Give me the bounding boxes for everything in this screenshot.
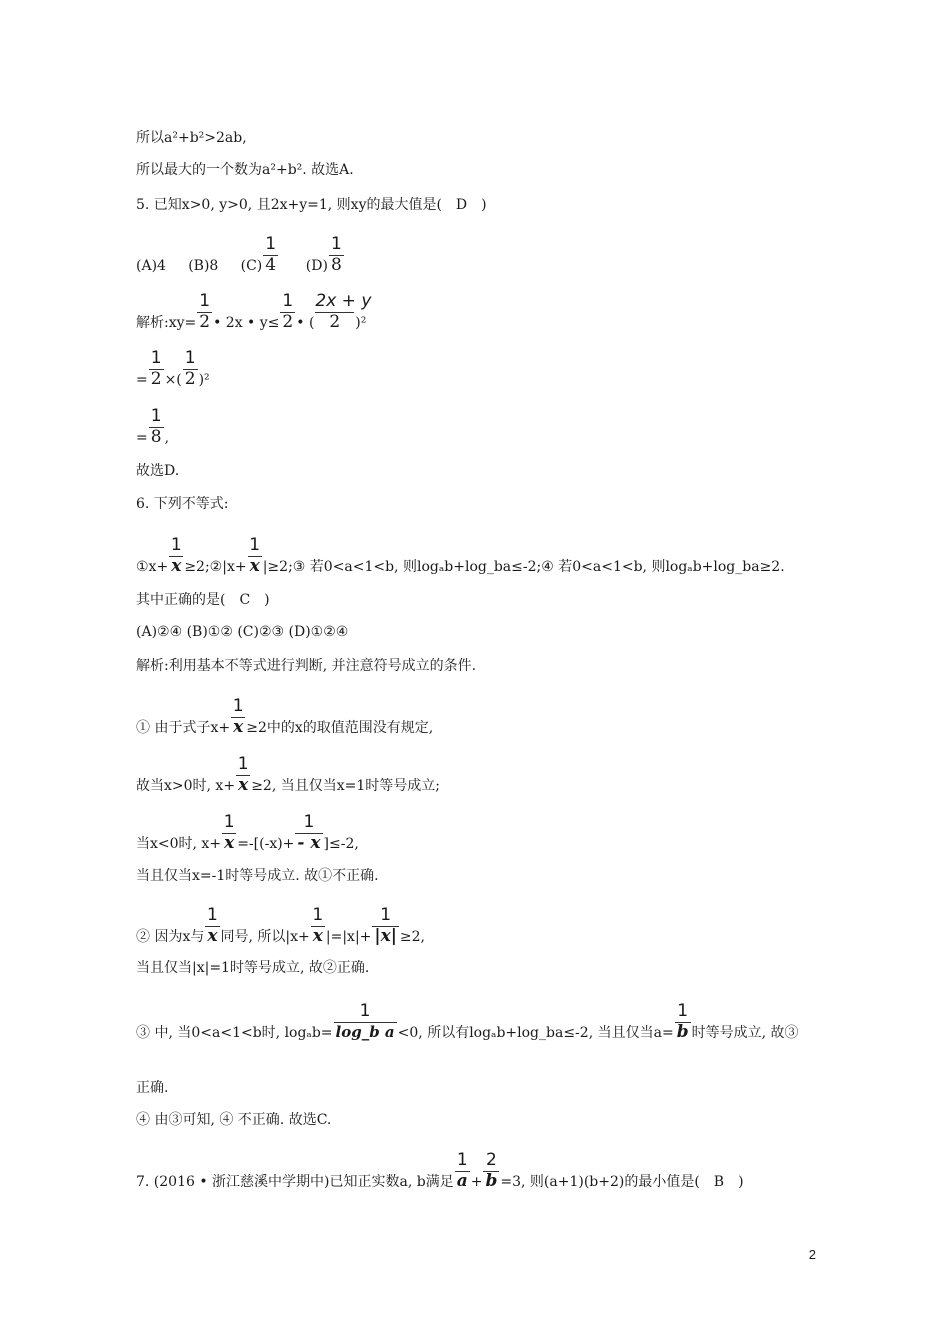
question-5-options: (A)4 (B)8 (C) $\frac{1}{4}$ (D) $\frac{1}{8}$ — [136, 234, 342, 275]
text-line: 所以最大的一个数为a²+b². 故选A. — [136, 162, 354, 178]
fraction: $\frac{1}{|x|}$ — [374, 905, 397, 946]
question-5: 5. 已知x>0, y>0, 且2x+y=1, 则xy的最大值是( D ) — [136, 197, 487, 213]
fraction: $\frac{2x + y}{2}$ — [315, 291, 372, 332]
equation-line: = $\frac{1}{2}\times$( $\frac{1}{2})^2$ — [136, 348, 210, 389]
text-line: 所以a²+b²>2ab, — [136, 130, 247, 146]
fraction: $\frac{1}{a}$ — [456, 1150, 468, 1191]
question-6-items: ①x+ $\frac{1}{x}\ge 2;②|x+$ $\frac{1}{x}|\ge 2;③$ 若0<a<1<b, 则logₐb+log_ba≤-2;④ 若0<a<1<b, 则logₐb+log_ba≥2. — [136, 535, 785, 576]
fraction: $\frac{1}{2}$ — [150, 348, 162, 389]
question-6: 6. 下列不等式: — [136, 496, 229, 512]
text-line: (A)②④ (B)①② (C)②③ (D)①②④ — [136, 624, 349, 640]
equation-line: = $\frac{1}{8}$, — [136, 406, 170, 447]
fraction: $\frac{1}{2}$ — [184, 348, 196, 389]
solution-line: 当x<0时, x+ $\frac{1}{x}=-[(-x)+$ $\frac{1}{- x}]\le-2$, — [136, 812, 359, 853]
text-line: ④ 由③可知, ④ 不正确. 故选C. — [136, 1112, 332, 1128]
solution-line: ② 因为x与 $\frac{1}{x}$同号, 所以|x+ $\frac{1}{x}|=|x|+$ $\frac{1}{|x|}\ge 2$, — [136, 905, 426, 946]
fraction: $\frac{1}{8}$ — [330, 234, 342, 275]
fraction: $\frac{1}{4}$ — [265, 234, 277, 275]
fraction: $\frac{1}{2}$ — [282, 291, 294, 332]
solution-line: 故当x>0时, x+ $\frac{1}{x}\ge 2$, 当且仅当x=1时等号成立; — [136, 754, 440, 795]
text-line: 解析:利用基本不等式进行判断, 并注意符号成立的条件. — [136, 658, 477, 674]
fraction: $\frac{1}{x}$ — [223, 812, 235, 853]
text-line: 当且仅当|x|=1时等号成立, 故②正确. — [136, 960, 370, 976]
question-7: 7. (2016 • 浙江慈溪中学期中)已知正实数a, b满足 $\frac{1}{a}+$ $\frac{2}{b}=3$, 则(a+1)(b+2)的最小值是( B ) — [136, 1150, 744, 1191]
solution-line: ① 由于式子x+ $\frac{1}{x}\ge 2$中的x的取值范围没有规定, — [136, 696, 434, 737]
fraction: $\frac{1}{b}$ — [676, 1001, 689, 1042]
fraction: $\frac{1}{x}$ — [170, 535, 182, 576]
fraction: $\frac{1}{8}$ — [150, 406, 162, 447]
solution-line: ③ 中, 当0<a<1<b时, logₐb= $\frac{1}{\text{log\_b a}}<0$, 所以有logₐb+log_ba≤-2, 当且仅当a= $\frac{1}{b}$时等号成立, 故③ — [136, 1001, 799, 1042]
text-line: 其中正确的是( C ) — [136, 592, 270, 608]
fraction: $\frac{1}{x}$ — [237, 754, 249, 795]
text-line: 当且仅当x=-1时等号成立. 故①不正确. — [136, 868, 379, 884]
question-5-solution: 解析:xy= $\frac{1}{2}•$ 2x • y≤ $\frac{1}{2}•$ ( $\frac{2x + y}{2})^2$ — [136, 291, 372, 332]
fraction: $\frac{1}{2}$ — [199, 291, 211, 332]
fraction: $\frac{2}{b}$ — [485, 1150, 498, 1191]
fraction: $\frac{1}{x}$ — [249, 535, 261, 576]
text-line: 正确. — [136, 1080, 169, 1096]
text-line: 故选D. — [136, 463, 180, 479]
fraction: $\frac{1}{x}$ — [312, 905, 324, 946]
fraction: $\frac{1}{- x}$ — [297, 812, 321, 853]
fraction: $\frac{1}{x}$ — [207, 905, 218, 946]
page-number: 2 — [808, 1247, 816, 1262]
fraction: $\frac{1}{\text{log\_b a}}$ — [335, 1001, 395, 1041]
fraction: $\frac{1}{x}$ — [232, 696, 244, 737]
